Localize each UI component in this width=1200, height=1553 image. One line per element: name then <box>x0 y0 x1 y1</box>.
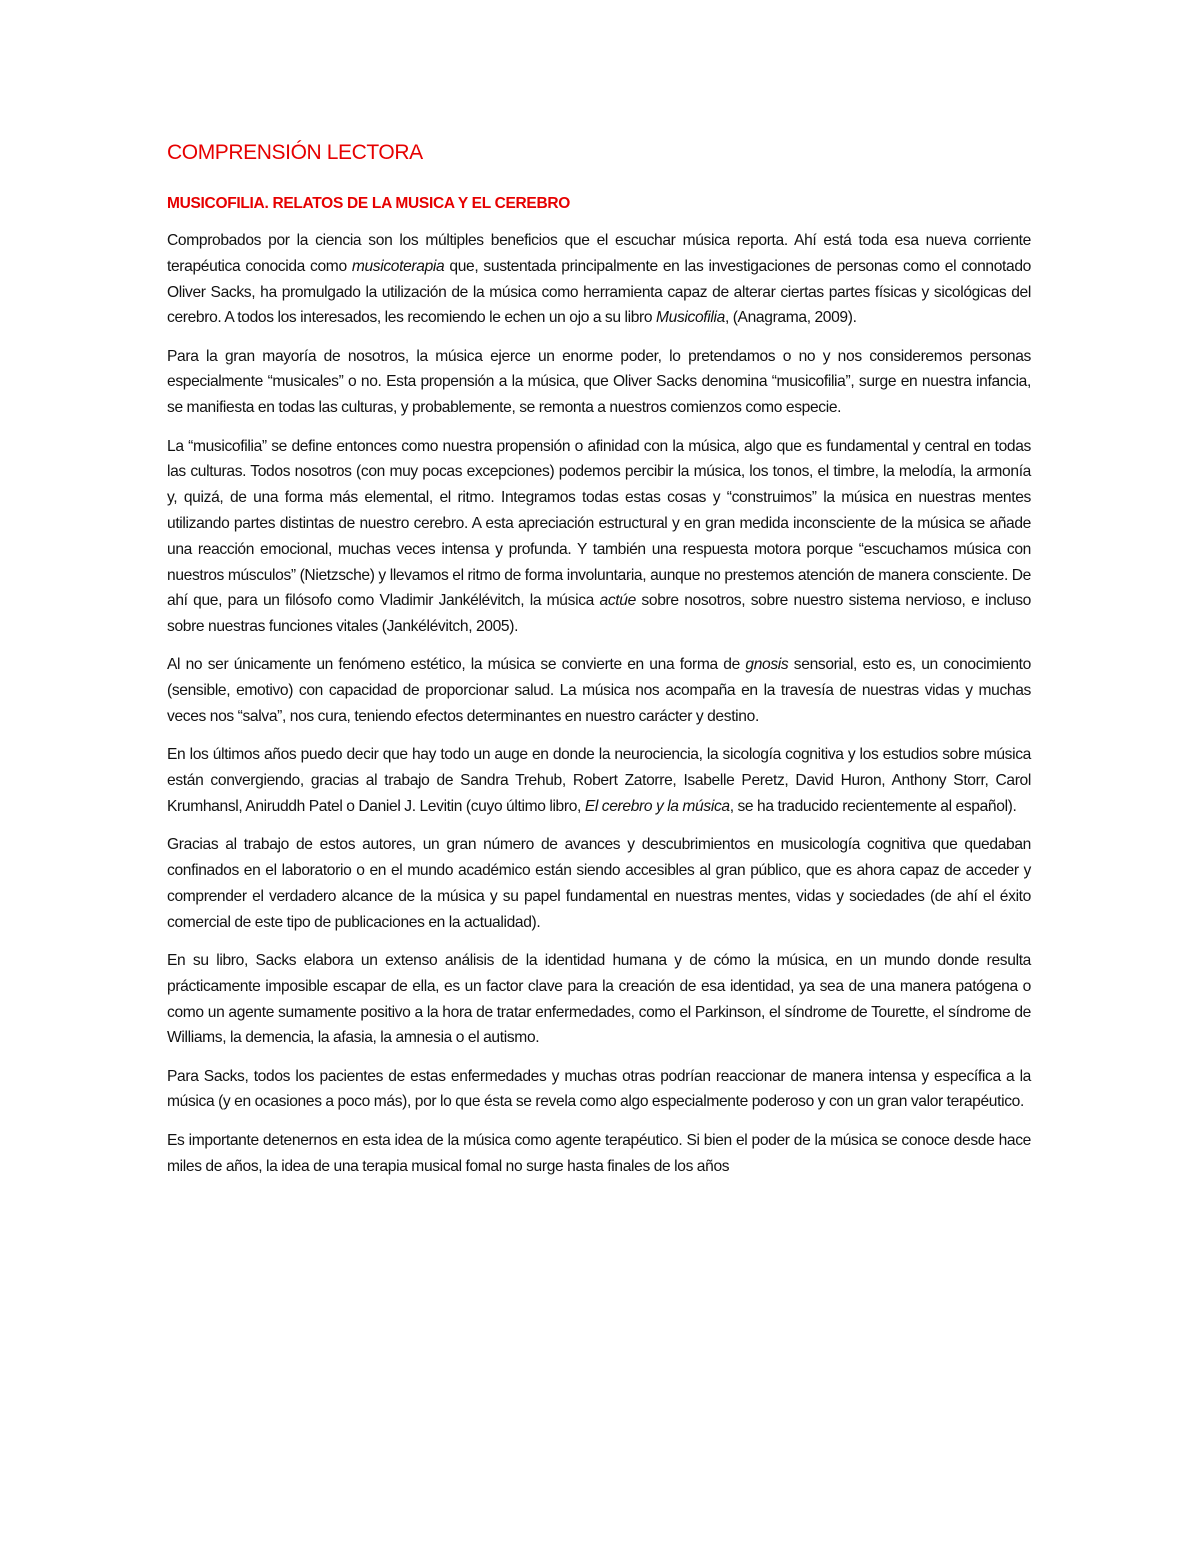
paragraph-4 <box>167 652 1031 729</box>
paragraph-5-emphasis-1: El cerebro y la música <box>584 797 730 815</box>
paragraph-8: Para Sacks, todos los pacientes de estas enfermedades y muchas otras podrían reaccionar de manera intensa y específica a la música (y en ocasiones a poco más), por lo que ésta se revela como algo especialmente poderoso y con un gran valor terapéutico. <box>167 1067 1031 1111</box>
paragraph-3-text-a: La “musicofilia” se define entonces como nuestra propensión o afinidad con la música, algo que es fundamental y central en todas las culturas. Todos nosotros (con muy pocas excepciones) podemos percibir la música, los tonos, el timbre, la melodía, la armonía y, quizá, de una forma más elemental, el ritmo. Integramos todas estas cosas y “construimos” la música en nuestras mentes utilizando partes distintas de nuestro cerebro. A esta apreciación estructural y en gran medida inconsciente de la música se añade una reacción emocional, muchas veces intensa y profunda. Y también una respuesta motora porque “escuchamos música con nuestros músculos” (Nietzsche) y llevamos el ritmo de forma involuntaria, aunque no prestemos atención de manera consciente. De ahí que, para un filósofo como Vladimir Jankélévitch, la música <box>167 437 1031 610</box>
paragraph-1-text-c: , (Anagrama, 2009). <box>724 309 857 327</box>
document-title: COMPRENSIÓN LECTORA <box>167 141 423 164</box>
paragraph-2: Para la gran mayoría de nosotros, la música ejerce un enorme poder, lo pretendamos o no y nos consideremos personas especialmente “musicales” o no. Esta propensión a la música, que Oliver Sacks denomina “musicofilia”, surge en nuestra infancia, se manifiesta en todas las culturas, y probablemente, se remonta a nuestros comienzos como especie. <box>167 347 1031 417</box>
document-subtitle: MUSICOFILIA. RELATOS DE LA MUSICA Y EL CEREBRO <box>167 195 571 212</box>
paragraph-1-text-b: que, sustentada principalmente en las investigaciones de personas como el connotado Oliver Sacks, ha promulgado la utilización de la música como herramienta capaz de alterar ciertas partes físicas y sicológicas del cerebro. A todos los interesados, les recomiendo le echen un ojo a su libro <box>167 257 1031 327</box>
paragraph-6: Gracias al trabajo de estos autores, un gran número de avances y descubrimientos en musicología cognitiva que quedaban confinados en el laboratorio o en el mundo académico están siendo accesibles al gran público, que es ahora capaz de acceder y comprender el verdadero alcance de la música y su papel fundamental en nuestras mentes, vidas y sociedades (de ahí el éxito comercial de este tipo de publicaciones en la actualidad). <box>167 836 1031 931</box>
paragraph-1-emphasis-1: musicoterapia <box>351 257 445 275</box>
paragraph-4-text-b: sensorial, esto es, un conocimiento (sensible, emotivo) con capacidad de proporcionar salud. La música nos acompaña en la travesía de nuestras vidas y muchas veces nos “salva”, nos cura, teniendo efectos determinantes en nuestro carácter y destino. <box>167 656 1031 726</box>
paragraph-4-text-a: Al no ser únicamente un fenómeno estético, la música se convierte en una forma de <box>167 656 746 674</box>
paragraph-3-emphasis-1: actúe <box>599 592 636 610</box>
paragraph-9: Es importante detenernos en esta idea de la música como agente terapéutico. Si bien el poder de la música se conoce desde hace miles de años, la idea de una terapia musical fomal no surge hasta finales de los años <box>167 1131 1031 1175</box>
paragraph-5-text-b: , se ha traducido recientemente al español). <box>729 797 1017 815</box>
paragraph-5-text-a: En los últimos años puedo decir que hay todo un auge en donde la neurociencia, la sicología cognitiva y los estudios sobre música están convergiendo, gracias al trabajo de Sandra Trehub, Robert Zatorre, Isabelle Peretz, David Huron, Anthony Storr, Carol Krumhansl, Aniruddh Patel o Daniel J. Levitin (cuyo último libro, <box>167 746 1031 815</box>
paragraph-1-text-a: Comprobados por la ciencia son los múltiples beneficios que el escuchar música reporta. Ahí está toda esa nueva corriente terapéutica conocida como <box>167 232 1031 275</box>
paragraph-1-emphasis-2: Musicofilia <box>655 309 725 327</box>
document-body <box>167 138 1031 1179</box>
paragraph-3-text-b: sobre nosotros, sobre nuestro sistema nervioso, e incluso sobre nuestras funciones vitales (Jankélévitch, 2005). <box>167 592 1032 636</box>
paragraph-7: En su libro, Sacks elabora un extenso análisis de la identidad humana y de cómo la música, en un mundo donde resulta prácticamente imposible escapar de ella, es un factor clave para la creación de esa identidad, ya sea de una manera patógena o como un agente sumamente positivo a la hora de tratar enfermedades, como el Parkinson, el síndrome de Tourette, el síndrome de Williams, la demencia, la afasia, la amnesia o el autismo. <box>167 951 1031 1047</box>
paragraph-1 <box>167 228 1031 331</box>
paragraph-5 <box>167 742 1031 819</box>
paragraph-3 <box>167 434 1031 640</box>
paragraph-4-emphasis-1: gnosis <box>745 656 789 674</box>
